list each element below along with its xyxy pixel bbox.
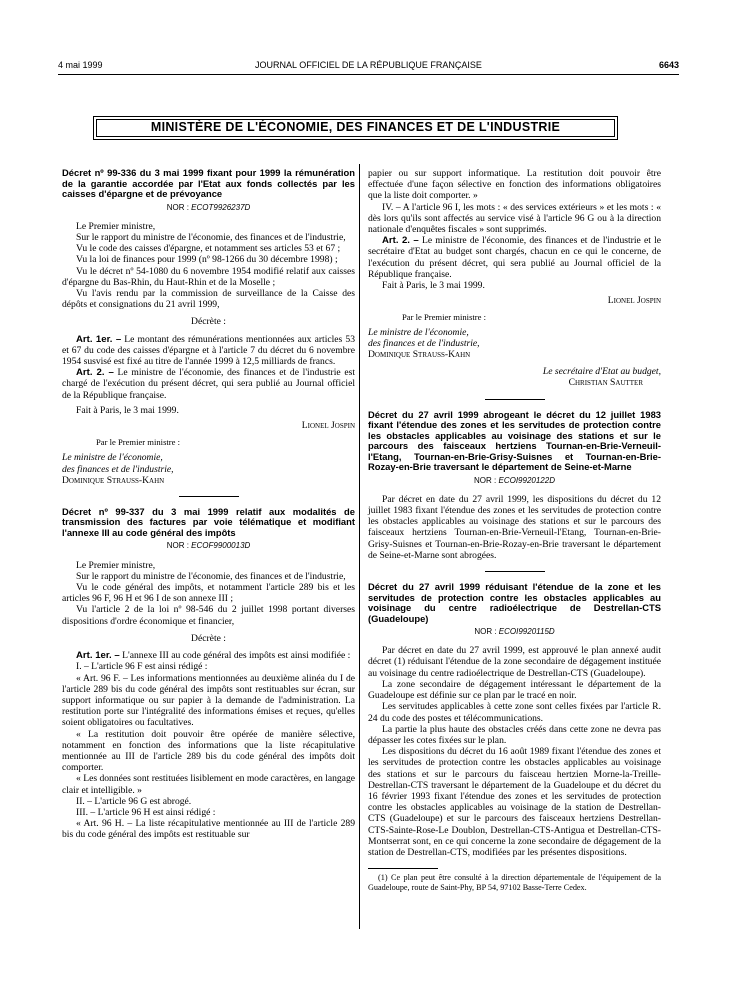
decree-1-art1: Art. 1er. – Le montant des rémunérations mentionnées aux articles 53 et 67 du code des caisses d'épargne et à l'article 7 du décret du 6 novembre 1954 susvisé est fixé au titre de l'année 1999 à 12,5 milliards de francs.: [62, 333, 355, 367]
decree-4-p1: Par décret en date du 27 avril 1999, est approuvé le plan annexé audit décret (1) réduisant l'étendue de la zone secondaire de dégagement instituée au voisinage du centre radioélectrique de Destrellan-CTS (Guadeloupe).: [368, 645, 661, 679]
decree-3-p1: Par décret en date du 27 avril 1999, les dispositions du décret du 12 juillet 1983 fixant l'étendue des zones et les servitudes de protection contre les obstacles applicables au voisinage des stations et sur le parcours des faisceaux hertziens Tournan-en-Brie-Verneuil-l'Etang, Tournan-en-Brie-Grisy-Suisnes et Tournan-en-Brie-Rozay-en-Brie traversant le département de Seine-et-Marne sont abrogées.: [368, 493, 661, 561]
decree-2-item-4: IV. – A l'article 96 I, les mots : « des services extérieurs » et les mots : « dès lors qu'ils sont affectés au service visé à l'article 96 G ou à la direction nationale d'enquêtes fiscales » sont supprimés.: [368, 201, 661, 236]
separator: [179, 496, 239, 497]
column-divider: [359, 164, 360, 929]
decree-1-minister-line2: des finances et de l'industrie,: [62, 463, 174, 475]
header-date: 4 mai 1999: [58, 60, 103, 70]
decree-1-decrete: Décrète :: [191, 316, 226, 328]
decree-2-item-2: II. – L'article 96 G est abrogé.: [76, 795, 192, 807]
header-rule: [58, 74, 679, 75]
decree-2-title: Décret nº 99-337 du 3 mai 1999 relatif aux modalités de transmission des factures par voie télématique et modifiant l'annexe III au code général des impôts: [62, 505, 355, 538]
decree-4-nor: NOR : ECOI9920115D: [474, 627, 555, 637]
decree-2-item-1: I. – L'article 96 F est ainsi rédigé :: [76, 661, 208, 673]
right-column: [368, 168, 661, 892]
decree-1-par: Par le Premier ministre :: [96, 437, 181, 448]
decree-2-p4: Vu l'article 2 de la loi nº 98-546 du 2 juillet 1998 portant diverses dispositions d'ordre économique et financier,: [62, 604, 355, 627]
decree-1-title: Décret nº 99-336 du 3 mai 1999 fixant pour 1999 la rémunération de la garantie accordée par l'Etat aux fonds collectés par les caisses d'épargne et de prévoyance: [62, 167, 355, 199]
left-column: [62, 168, 355, 841]
ministry-box: [93, 116, 618, 140]
decree-2-secretary-name: Christian Sautter: [568, 377, 643, 389]
decree-1-p3: Vu le code des caisses d'épargne, et notamment ses articles 53 et 67 ;: [76, 243, 341, 255]
decree-4-p4: La partie la plus haute des obstacles créés dans cette zone ne devra pas dépasser les cotes fixées sur le plan.: [368, 723, 661, 746]
decree-4-title: Décret du 27 avril 1999 réduisant l'étendue de la zone et les servitudes de protection contre les obstacles applicables au voisinage du centre radioélectrique de Destrellan-CTS (Guadeloupe): [368, 581, 661, 624]
decree-1-p2: Sur le rapport du ministre de l'économie, des finances et de l'industrie,: [76, 231, 346, 243]
decree-3-title: Décret du 27 avril 1999 abrogeant le décret du 12 juillet 1983 fixant l'étendue des zones et les servitudes de protection contre les obstacles applicables au voisinage des stations et sur le parcours des faisceaux hertziens Tournan-en-Brie-Verneuil-l'Etang, Tournan-en-Brie-Grisy-Suisnes et Tournan-en-Brie-Rozay-en-Brie traversant le département de Seine-et-Marne: [368, 408, 661, 473]
decree-2-fait: Fait à Paris, le 3 mai 1999.: [382, 280, 485, 292]
decree-2-quote-1: « Art. 96 F. – Les informations mentionnées au deuxième alinéa du I de l'article 289 bis du code général des impôts sont restituables sur écran, sur support informatique ou sur papier à la demande de l'administration. La restitution porte sur l'intégralité des informations émises et reçues, qu'elles soient obligatoires ou facultatives.: [62, 672, 355, 729]
separator: [485, 399, 545, 400]
header-page-number: 6643: [658, 60, 679, 70]
decree-1-fait: Fait à Paris, le 3 mai 1999.: [76, 404, 179, 416]
decree-2-continuation: papier ou sur support informatique. La restitution doit pouvoir être effectuée d'une façon sélective en fonction des informations obligatoires que la liste doit comporter. »: [368, 168, 661, 202]
decree-2-signer: Lionel Jospin: [607, 295, 661, 307]
decree-3-nor: NOR : ECOI9920122D: [474, 475, 555, 485]
decree-1-p5: Vu le décret nº 54-1080 du 6 novembre 1954 modifié relatif aux caisses d'épargne du Bas-Rhin, du Haut-Rhin et de la Moselle ;: [62, 265, 355, 288]
decree-1-minister-line1: Le ministre de l'économie,: [62, 452, 163, 464]
decree-1-p4: Vu la loi de finances pour 1999 (nº 98-1266 du 30 décembre 1998) ;: [76, 254, 338, 266]
page-header: [58, 60, 679, 72]
decree-1-signer: Lionel Jospin: [301, 419, 355, 431]
decree-4-p5: Les dispositions du décret du 16 août 1989 fixant l'étendue des zones et les servitudes de protection contre les obstacles applicables au voisinage des stations et sur le parcours du faisceau hertzien Morne-la-Treille-Destrellan-CTS traversant le département de la Guadeloupe et du décret du 16 février 1993 fixant l'étendue des zones et les servitudes de protection contre les obstacles applicables au voisinage de la station de Destrellan-CTS (Guadeloupe) et sur le parcours des faisceaux hertziens Destrellan-CTS-Sainte-Rose-Le Doublon, Destrellan-CTS-Antigua et Destrellan-CTS-Montserrat sont, en ce qui concerne la zone secondaire de dégagement de la station de Destrellan-CTS, modifiées par les présentes dispositions.: [368, 746, 661, 858]
decree-2-minister-name: Dominique Strauss-Kahn: [368, 349, 471, 361]
decree-2-minister-line1: Le ministre de l'économie,: [368, 326, 469, 338]
decree-2-quote-4: « Art. 96 H. – La liste récapitulative mentionnée au III de l'article 289 bis du code général des impôts est restituable sur: [62, 818, 355, 841]
header-journal-title: JOURNAL OFFICIEL DE LA RÉPUBLIQUE FRANÇAISE: [255, 60, 482, 70]
decree-2-minister-line2: des finances et de l'industrie,: [368, 337, 480, 349]
decree-2-art2: Art. 2. – Le ministre de l'économie, des finances et de l'industrie et le secrétaire d'Etat au budget sont chargés, chacun en ce qui le concerne, de l'exécution du présent décret, qui sera publié au Journal officiel de la République française.: [368, 235, 661, 280]
decree-2-decrete: Décrète :: [191, 632, 226, 644]
footnote-rule: [368, 868, 438, 869]
decree-2-p1: Le Premier ministre,: [76, 559, 156, 571]
decree-1-p1: Le Premier ministre,: [76, 220, 156, 232]
decree-1-p6: Vu l'avis rendu par la commission de surveillance de la Caisse des dépôts et consignations du 21 avril 1999,: [62, 287, 355, 311]
decree-4-footnote: (1) Ce plan peut être consulté à la direction départementale de l'équipement de la Guadeloupe, route de Saint-Phy, BP 54, 97102 Basse-Terre Cedex.: [368, 873, 661, 892]
decree-2-p2: Sur le rapport du ministre de l'économie, des finances et de l'industrie,: [76, 570, 346, 582]
decree-2-p3: Vu le code général des impôts, et notamment l'article 289 bis et les articles 96 F, 96 H et 96 I de son annexe III ;: [62, 582, 355, 605]
separator: [485, 571, 545, 572]
decree-2-quote-2: « La restitution doit pouvoir être opérée de manière sélective, notamment en fonction des informations que la liste récapitulative mentionnée au III de l'article 289 bis du code général des impôts doit comporter.: [62, 728, 355, 774]
decree-4-p2: La zone secondaire de dégagement intéressant le département de la Guadeloupe est définie sur ce plan par le tracé en noir.: [368, 678, 661, 702]
decree-1-art2: Art. 2. – Le ministre de l'économie, des finances et de l'industrie est chargé de l'exécution du présent décret, qui sera publié au Journal officiel de la République française.: [62, 367, 355, 401]
decree-2-art1: Art. 1er. – L'annexe III au code général des impôts est ainsi modifiée :: [76, 650, 351, 662]
decree-1-minister-name: Dominique Strauss-Kahn: [62, 474, 165, 486]
decree-2-nor: NOR : ECOF9900013D: [166, 541, 251, 551]
ministry-title: MINISTÈRE DE L'ÉCONOMIE, DES FINANCES ET DE L'INDUSTRIE: [150, 120, 561, 134]
decree-4-p3: Les servitudes applicables à cette zone sont celles fixées par l'article R. 24 du code des postes et télécommunications.: [368, 701, 661, 724]
decree-2-quote-3: « Les données sont restituées lisiblement en mode caractères, en langage clair et intelligible. »: [62, 773, 355, 796]
decree-1-nor: NOR : ECOT9926237D: [166, 202, 251, 212]
decree-2-item-3: III. – L'article 96 H est ainsi rédigé :: [76, 806, 216, 818]
decree-2-secretary-line: Le secrétaire d'Etat au budget,: [542, 366, 661, 378]
decree-2-par: Par le Premier ministre :: [402, 312, 487, 323]
